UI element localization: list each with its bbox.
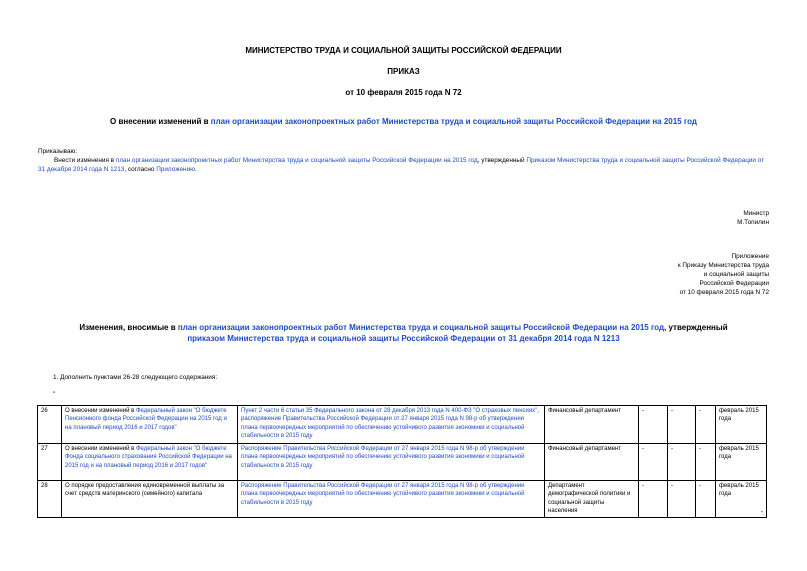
row-title-text: О внесении изменений в [65, 446, 136, 452]
order-1213-link[interactable]: Приказом Министерства труда и социальной защиты Российской Федерации от 31 декабря 2014 года N 1213 [38, 157, 765, 173]
row-title-link[interactable]: Федеральный закон "О бюджете Фонда социального страхования Российской Федерации на 2015 год и на плановый период 2016 и 2017 годов" [65, 446, 232, 469]
row-department: Департамент демографической политики и социальной защиты населения [545, 481, 639, 518]
signature-title: Министр [743, 210, 769, 217]
row-col-5: - [639, 406, 668, 444]
order-paragraph [38, 156, 770, 174]
table-row [38, 406, 767, 444]
row-term: февраль 2015 года [716, 406, 767, 444]
paragraph-text-1: Внести изменения в [54, 157, 116, 164]
closing-quote: ". [761, 511, 765, 517]
changes-table [37, 405, 767, 518]
appendix-link[interactable]: Приложению [156, 166, 195, 173]
row-basis-link[interactable]: Распоряжение Правительства Российской Федерации от 27 января 2015 года N 98-р об утверждении плана первоочередных мероприятий по обеспечению устойчивого развития экономики и социальной стабильности в 2015 году [241, 483, 525, 506]
row-basis[interactable] [238, 444, 545, 481]
changes-title-prefix: Изменения, вносимые в [79, 323, 178, 332]
row-number: 28 [38, 481, 62, 518]
row-title [62, 444, 238, 481]
appendix-line-5: от 10 февраля 2015 года N 72 [679, 289, 769, 296]
document-type: ПРИКАЗ [387, 67, 420, 76]
row-col-7: - [696, 481, 716, 518]
row-basis[interactable] [238, 481, 545, 518]
row-col-5: - [639, 444, 668, 481]
paragraph-text-3: , согласно [124, 166, 157, 173]
changes-title-mid: , утвержденный [664, 323, 728, 332]
appendix-line-1: Приложение [731, 253, 769, 260]
document-date-number: от 10 февраля 2015 года N 72 [345, 88, 462, 97]
row-title-link[interactable]: Федеральный закон "О бюджете Пенсионного фонда Российской Федерации на 2015 год и на плановый период 2016 и 2017 годов" [65, 408, 227, 431]
item-1-text: 1. Дополнить пунктами 26-28 следующего содержания: [53, 374, 218, 381]
row-title-text: О внесении изменений в [65, 408, 136, 414]
row-term: февраль 2015 года [716, 481, 767, 518]
appendix-block [678, 252, 769, 297]
changes-order-link[interactable]: приказом Министерства труда и социальной защиты Российской Федерации от 31 декабря 2014 года N 1213 [187, 334, 620, 343]
order-word: Приказываю: [38, 148, 78, 155]
plan-link[interactable]: план организации законопроектных работ Министерства труда и социальной защиты Российской Федерации на 2015 год [115, 157, 478, 164]
row-col-7: - [696, 444, 716, 481]
changes-title [30, 322, 777, 344]
subject-prefix: О внесении изменений в [110, 117, 211, 126]
row-basis-link[interactable]: Пункт 2 части 6 статьи 35 Федерального закона от 28 декабря 2013 года N 400-ФЗ "О страховых пенсиях", распоряжение Правительства Российской Федерации от 27 января 2015 года N 98-р об утверждении плана первоочередных мероприятий по обеспечению устойчивого развития экономики и социальной стабильности в 2015 году [241, 408, 539, 440]
table-row [38, 444, 767, 481]
row-col-7: - [696, 406, 716, 444]
row-term: февраль 2015 года [716, 444, 767, 481]
subject-link[interactable]: план организации законопроектных работ Министерства труда и социальной защиты Российской Федерации на 2015 год [210, 117, 697, 126]
opening-quote: " [53, 391, 56, 398]
appendix-line-2: к Приказу Министерства труда [677, 262, 769, 269]
row-department: Финансовый департамент [545, 406, 639, 444]
row-title-text: О порядке предоставления единовременной выплаты за счет средств материнского (семейного) капитала [65, 483, 225, 498]
changes-plan-link[interactable]: план организации законопроектных работ Министерства труда и социальной защиты Российской Федерации на 2015 год [177, 323, 665, 332]
row-title [62, 406, 238, 444]
row-col-6: - [668, 481, 696, 518]
table-row [38, 481, 767, 518]
appendix-line-3: и социальной защиты [703, 271, 769, 278]
signature-name: М.Топилин [737, 219, 769, 226]
paragraph-text-2: , утвержденный [477, 157, 527, 164]
row-title [62, 481, 238, 518]
row-basis[interactable] [238, 406, 545, 444]
paragraph-text-4: . [194, 166, 197, 173]
row-col-6: - [668, 406, 696, 444]
row-basis-link[interactable]: Распоряжение Правительства Российской Федерации от 27 января 2015 года N 98-р об утверждении плана первоочередных мероприятий по обеспечению устойчивого развития экономики и социальной стабильности в 2015 году [241, 446, 525, 469]
appendix-line-4: Российской Федерации [699, 280, 769, 287]
row-number: 27 [38, 444, 62, 481]
document-subject [0, 117, 807, 126]
ministry-title: МИНИСТЕРСТВО ТРУДА И СОЦИАЛЬНОЙ ЗАЩИТЫ РОССИЙСКОЙ ФЕДЕРАЦИИ [245, 46, 562, 55]
row-number: 26 [38, 406, 62, 444]
row-col-6: - [668, 444, 696, 481]
row-department: Финансовый департамент [545, 444, 639, 481]
row-col-5: - [639, 481, 668, 518]
